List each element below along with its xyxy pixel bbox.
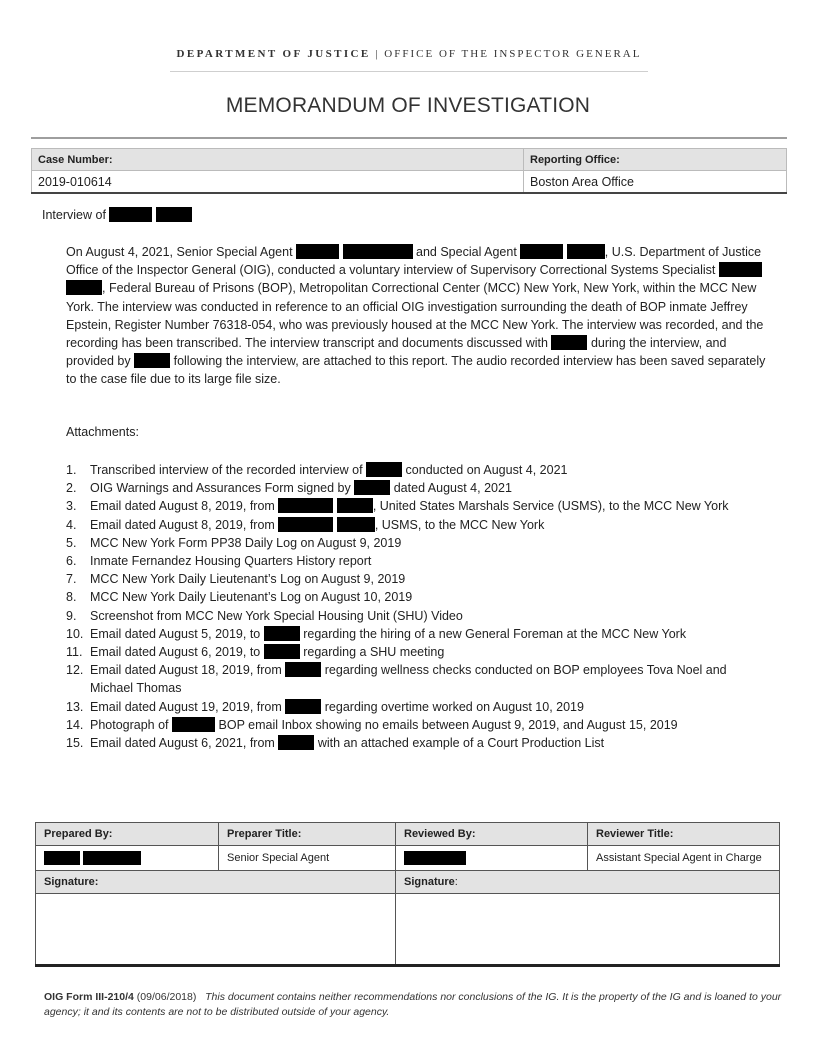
title-divider: [31, 137, 787, 139]
list-item: 2. OIG Warnings and Assurances Form signed by dated August 4, 2021: [66, 481, 512, 496]
redaction-box: [278, 498, 333, 513]
redaction-box: [551, 335, 587, 350]
redaction-box: [337, 517, 375, 532]
list-item: 1. Transcribed interview of the recorded interview of conducted on August 4, 2021: [66, 463, 568, 477]
body-text-segment: , U.S. Department of Justice Office of the Inspector General (OIG), conducted a voluntary interview of Supervisory Correctional Systems Specialist: [66, 245, 762, 278]
body-text-segment: On August 4, 2021, Senior Special Agent: [66, 245, 293, 259]
page-title: MEMORANDUM OF INVESTIGATION: [225, 94, 591, 117]
reviewed-by-label: Reviewed By:: [396, 823, 588, 846]
redaction-box: [278, 517, 333, 532]
redaction-box: [285, 699, 321, 714]
redaction-box: [44, 851, 80, 865]
signature-label-preparer: Signature:: [36, 871, 396, 894]
reviewer-title-label: Reviewer Title:: [588, 823, 780, 846]
body-text-segment: , Federal Bureau of Prisons (BOP), Metropolitan Correctional Center (MCC) New York, New York, within the MCC New York. The interview was conducted in reference to an official OIG investigation surrounding the death of BOP inmate Jeffrey Epstein, Register Number 76318-054, who was previously housed at the MCC New York. The interview was recorded, and the recording has been transcribed. The interview transcript and documents discussed with: [66, 281, 764, 351]
header-separator: |: [370, 48, 385, 60]
list-item: 9. Screenshot from MCC New York Special Housing Unit (SHU) Video: [66, 608, 463, 623]
department-name: DEPARTMENT OF JUSTICE: [176, 48, 371, 60]
list-item: 11. Email dated August 6, 2019, to regarding a SHU meeting: [66, 645, 445, 660]
prepared-by-value: [36, 846, 219, 871]
list-item: 8. MCC New York Daily Lieutenant’s Log on August 10, 2019: [66, 590, 413, 605]
attachments-heading: Attachments:: [66, 425, 139, 439]
body-text-segment: following the interview, are attached to this report. The audio recorded interview has been saved separately to the case file due to its large file size.: [66, 354, 766, 387]
footer-disclaimer: This document contains neither recommendations nor conclusions of the IG. It is the property of the IG and is loaned to your agency; it and its contents are not to be distributed outside of your agency.: [44, 991, 782, 1018]
form-footer: [44, 990, 784, 1020]
redaction-box: [296, 244, 339, 259]
agency-header: [170, 48, 648, 60]
list-item: 5. MCC New York Form PP38 Daily Log on August 9, 2019: [66, 535, 402, 550]
reporting-office-label: Reporting Office:: [524, 149, 787, 171]
list-item: 10. Email dated August 5, 2019, to regarding the hiring of a new General Foreman at the MCC New York: [66, 626, 687, 641]
redaction-box: [66, 280, 102, 295]
interview-subject-line: [42, 207, 192, 222]
office-name: OFFICE OF THE INSPECTOR GENERAL: [384, 48, 642, 60]
attachments-list: [66, 461, 766, 752]
interview-of-label: Interview of: [42, 208, 106, 222]
redaction-box: [354, 480, 390, 495]
redaction-box: [264, 626, 300, 641]
reporting-office-value: Boston Area Office: [524, 171, 787, 194]
redaction-box: [109, 207, 152, 222]
list-item: 12. Email dated August 18, 2019, from regarding wellness checks conducted on BOP employees Tova Noel and Michael Thomas: [66, 663, 727, 696]
list-item: 14. Photograph of BOP email Inbox showing no emails between August 9, 2019, and August 15, 2019: [66, 717, 678, 732]
reviewer-title-value: Assistant Special Agent in Charge: [588, 846, 780, 871]
body-text-segment: during the interview, and provided by: [66, 336, 727, 369]
list-item: 7. MCC New York Daily Lieutenant’s Log on August 9, 2019: [66, 572, 406, 587]
redaction-box: [134, 353, 170, 368]
signature-field-reviewer: [396, 894, 780, 966]
case-number-value: 2019-010614: [32, 171, 524, 194]
list-item: 4. Email dated August 8, 2019, from , USMS, to the MCC New York: [66, 517, 545, 532]
redaction-box: [366, 462, 402, 477]
form-date: (09/06/2018): [133, 991, 197, 1003]
redaction-box: [343, 244, 413, 259]
case-number-label: Case Number:: [32, 149, 524, 171]
header-divider: [170, 71, 648, 72]
redaction-box: [337, 498, 373, 513]
list-item: 13. Email dated August 19, 2019, from regarding overtime worked on August 10, 2019: [66, 699, 584, 714]
list-item: 15. Email dated August 6, 2021, from with an attached example of a Court Production List: [66, 736, 605, 751]
signature-table: [35, 822, 780, 967]
list-item: 3. Email dated August 8, 2019, from , United States Marshals Service (USMS), to the MCC New York: [66, 499, 729, 514]
signature-field-preparer: [36, 894, 396, 966]
body-text-segment: and Special Agent: [416, 245, 517, 259]
redaction-box: [264, 644, 300, 659]
redaction-box: [278, 735, 314, 750]
signature-label-reviewer: Signature:: [396, 871, 780, 894]
preparer-title-value: Senior Special Agent: [219, 846, 396, 871]
redaction-box: [520, 244, 563, 259]
redaction-box: [285, 662, 321, 677]
redaction-box: [83, 851, 141, 865]
memo-body-paragraph: [66, 243, 766, 389]
redaction-box: [404, 851, 466, 865]
redaction-box: [156, 207, 192, 222]
redaction-box: [567, 244, 605, 259]
redaction-box: [719, 262, 762, 277]
form-id: OIG Form III-210/4: [44, 991, 134, 1003]
list-item: 6. Inmate Fernandez Housing Quarters History report: [66, 554, 372, 569]
prepared-by-label: Prepared By:: [36, 823, 219, 846]
case-info-table: [31, 148, 787, 194]
preparer-title-label: Preparer Title:: [219, 823, 396, 846]
reviewed-by-value: [396, 846, 588, 871]
redaction-box: [172, 717, 215, 732]
